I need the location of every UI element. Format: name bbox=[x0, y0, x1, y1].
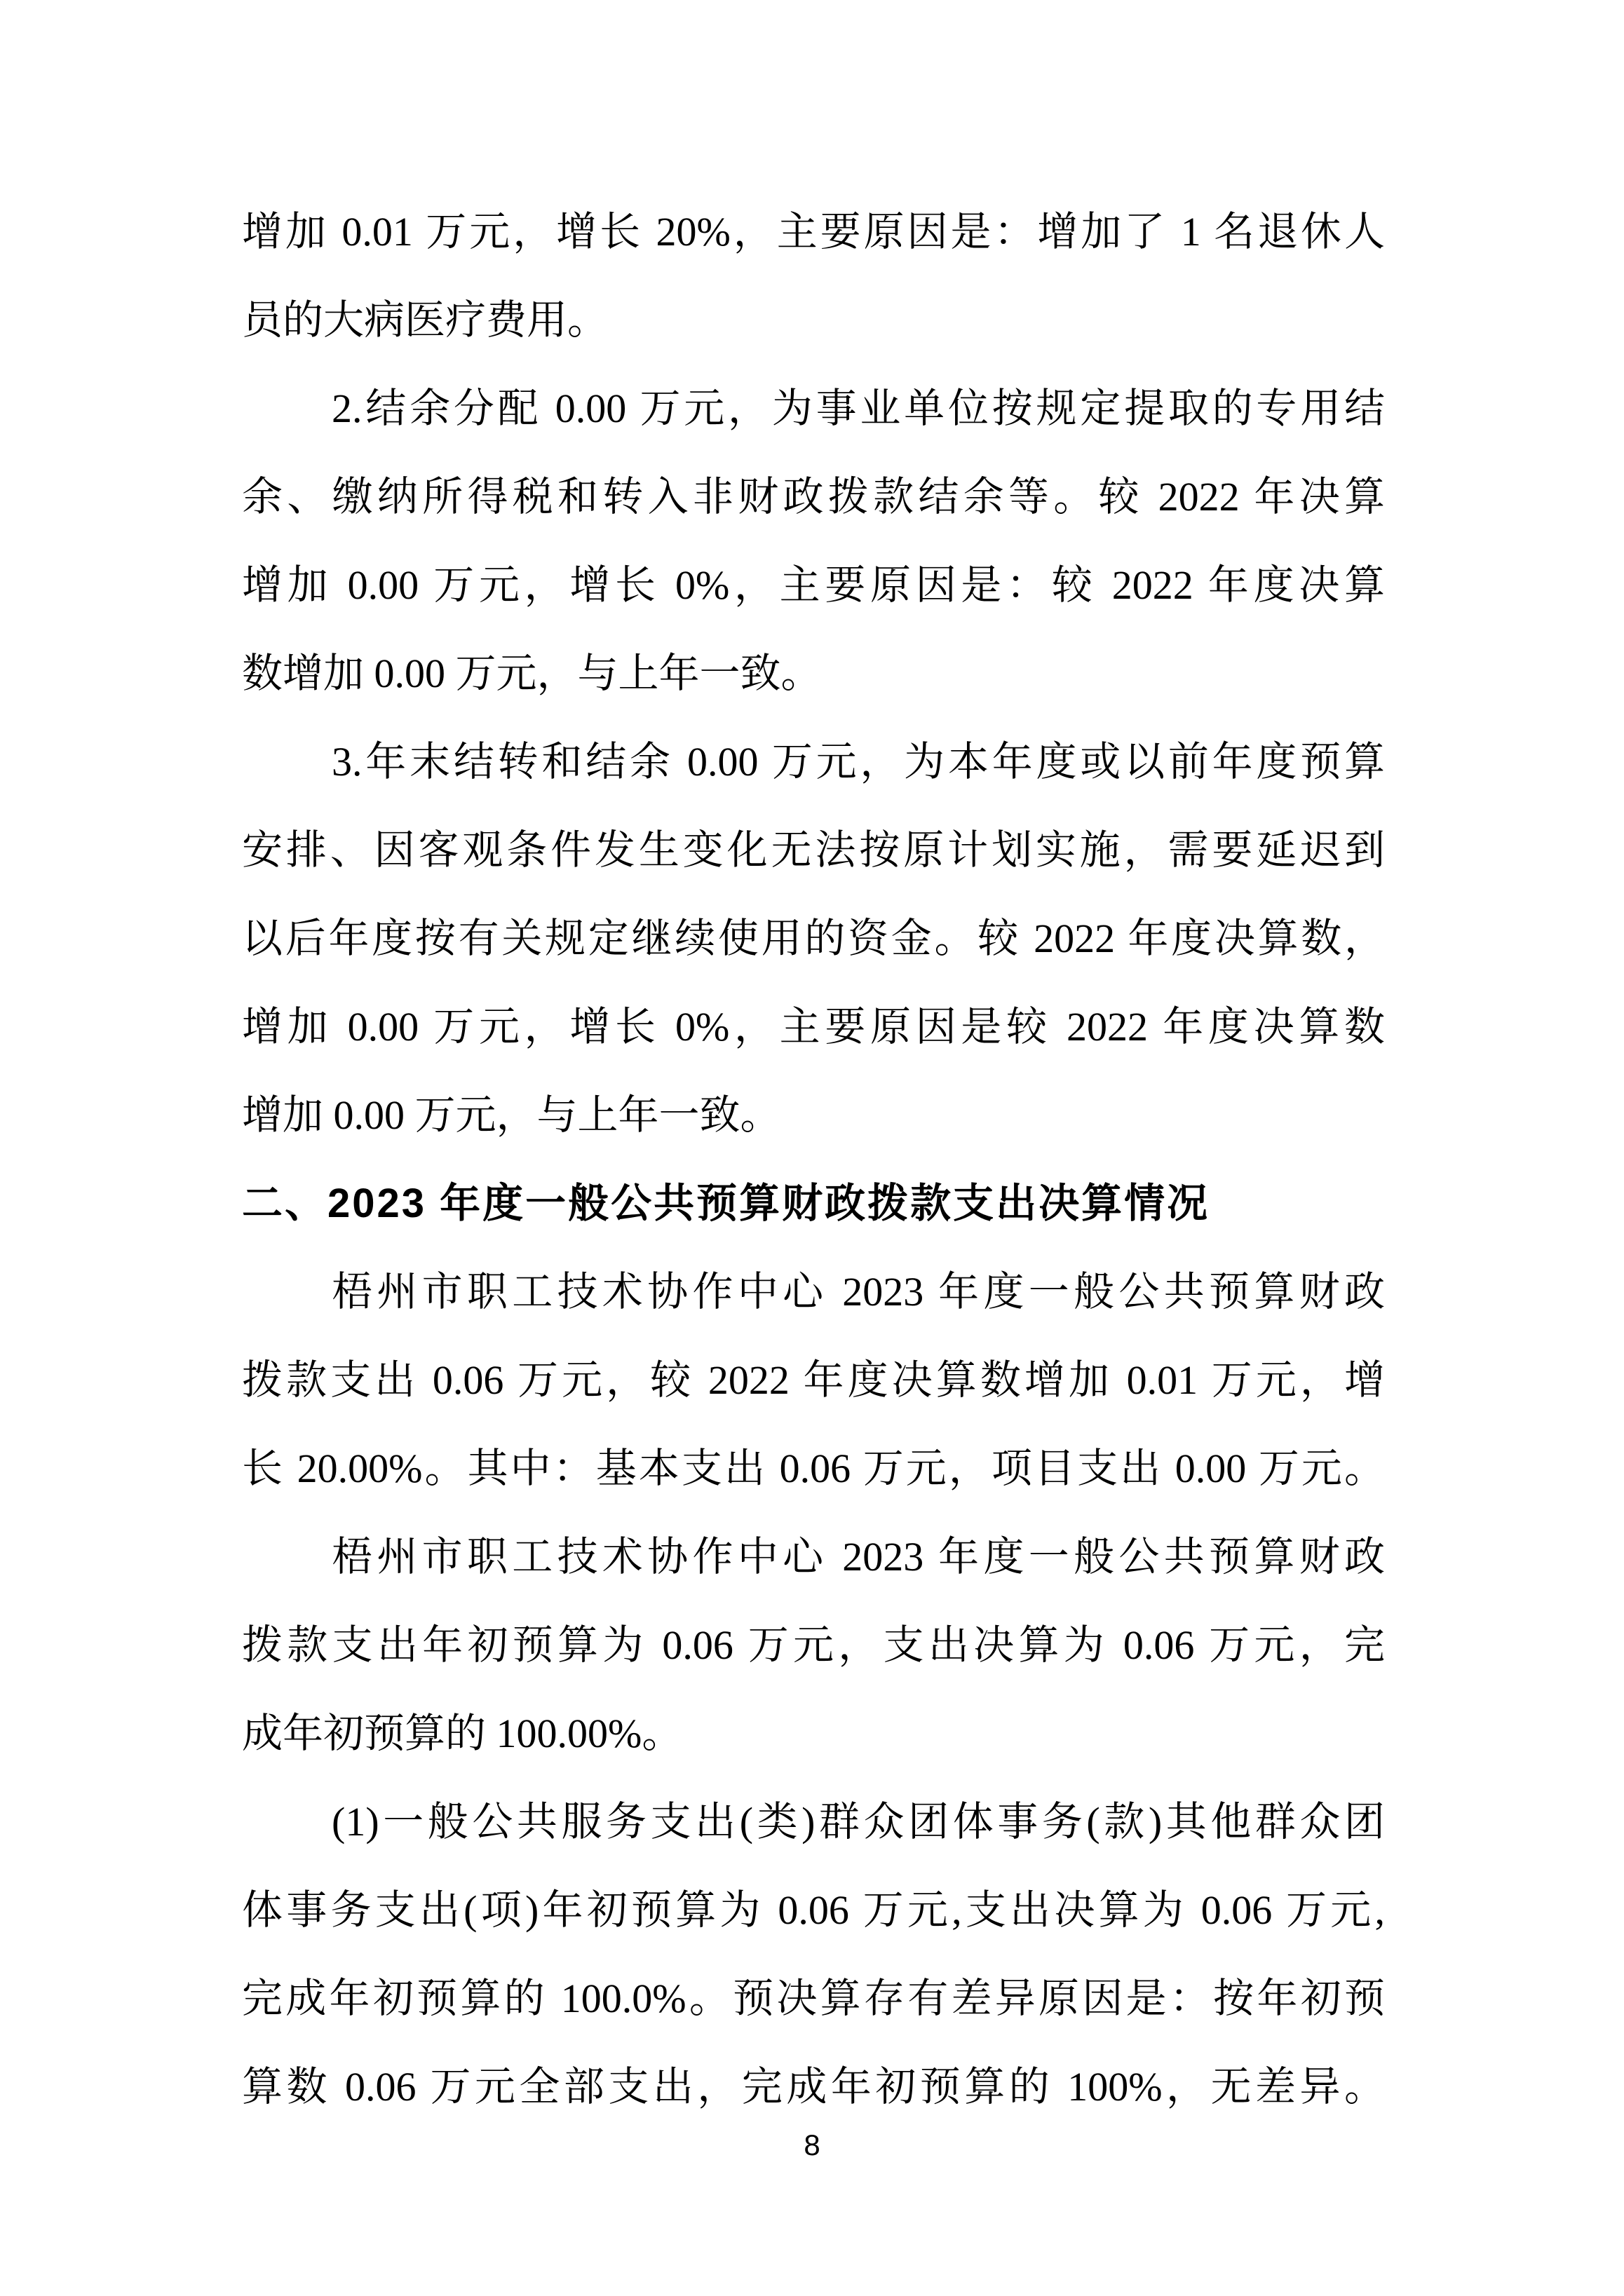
body-line: 增加 0.00 万元，增长 0%，主要原因是较 2022 年度决算数 bbox=[242, 1004, 1385, 1049]
body-line: 体事务支出(项)年初预算为 0.06 万元,支出决算为 0.06 万元, bbox=[242, 1887, 1385, 1933]
body-line: 成年初预算的 100.00%。 bbox=[242, 1711, 683, 1756]
body-line: 2.结余分配 0.00 万元，为事业单位按规定提取的专用结 bbox=[332, 386, 1385, 431]
body-line: 余、缴纳所得税和转入非财政拨款结余等。较 2022 年决算 bbox=[242, 474, 1385, 519]
body-line: 拨款支出年初预算为 0.06 万元，支出决算为 0.06 万元，完 bbox=[242, 1622, 1385, 1668]
body-line: 增加 0.01 万元，增长 20%，主要原因是：增加了 1 名退休人 bbox=[242, 209, 1385, 254]
page-number: 8 bbox=[804, 2128, 820, 2161]
section-heading: 二、2023 年度一般公共预算财政拨款支出决算情况 bbox=[242, 1181, 1210, 1226]
body-line: 增加 0.00 万元，增长 0%，主要原因是：较 2022 年度决算 bbox=[242, 562, 1385, 608]
body-line: 梧州市职工技术协作中心 2023 年度一般公共预算财政 bbox=[332, 1534, 1385, 1580]
document-body bbox=[242, 188, 1385, 2131]
body-line: 3.年末结转和结余 0.00 万元，为本年度或以前年度预算 bbox=[332, 739, 1385, 784]
body-line: 员的大病医疗费用。 bbox=[242, 297, 609, 343]
body-line: 完成年初预算的 100.0%。预决算存有差异原因是：按年初预 bbox=[242, 1976, 1385, 2021]
body-line: (1)一般公共服务支出(类)群众团体事务(款)其他群众团 bbox=[332, 1799, 1385, 1845]
body-line: 长 20.00%。其中：基本支出 0.06 万元，项目支出 0.00 万元。 bbox=[242, 1446, 1385, 1491]
body-line: 梧州市职工技术协作中心 2023 年度一般公共预算财政 bbox=[332, 1269, 1385, 1315]
body-line: 拨款支出 0.06 万元，较 2022 年度决算数增加 0.01 万元，增 bbox=[242, 1357, 1385, 1403]
body-line: 算数 0.06 万元全部支出，完成年初预算的 100%，无差异。 bbox=[242, 2064, 1385, 2110]
body-line: 增加 0.00 万元，与上年一致。 bbox=[242, 1092, 781, 1138]
body-line: 以后年度按有关规定继续使用的资金。较 2022 年度决算数， bbox=[242, 916, 1385, 961]
body-line: 安排、因客观条件发生变化无法按原计划实施，需要延迟到 bbox=[242, 827, 1385, 873]
body-line: 数增加 0.00 万元，与上年一致。 bbox=[242, 651, 822, 696]
